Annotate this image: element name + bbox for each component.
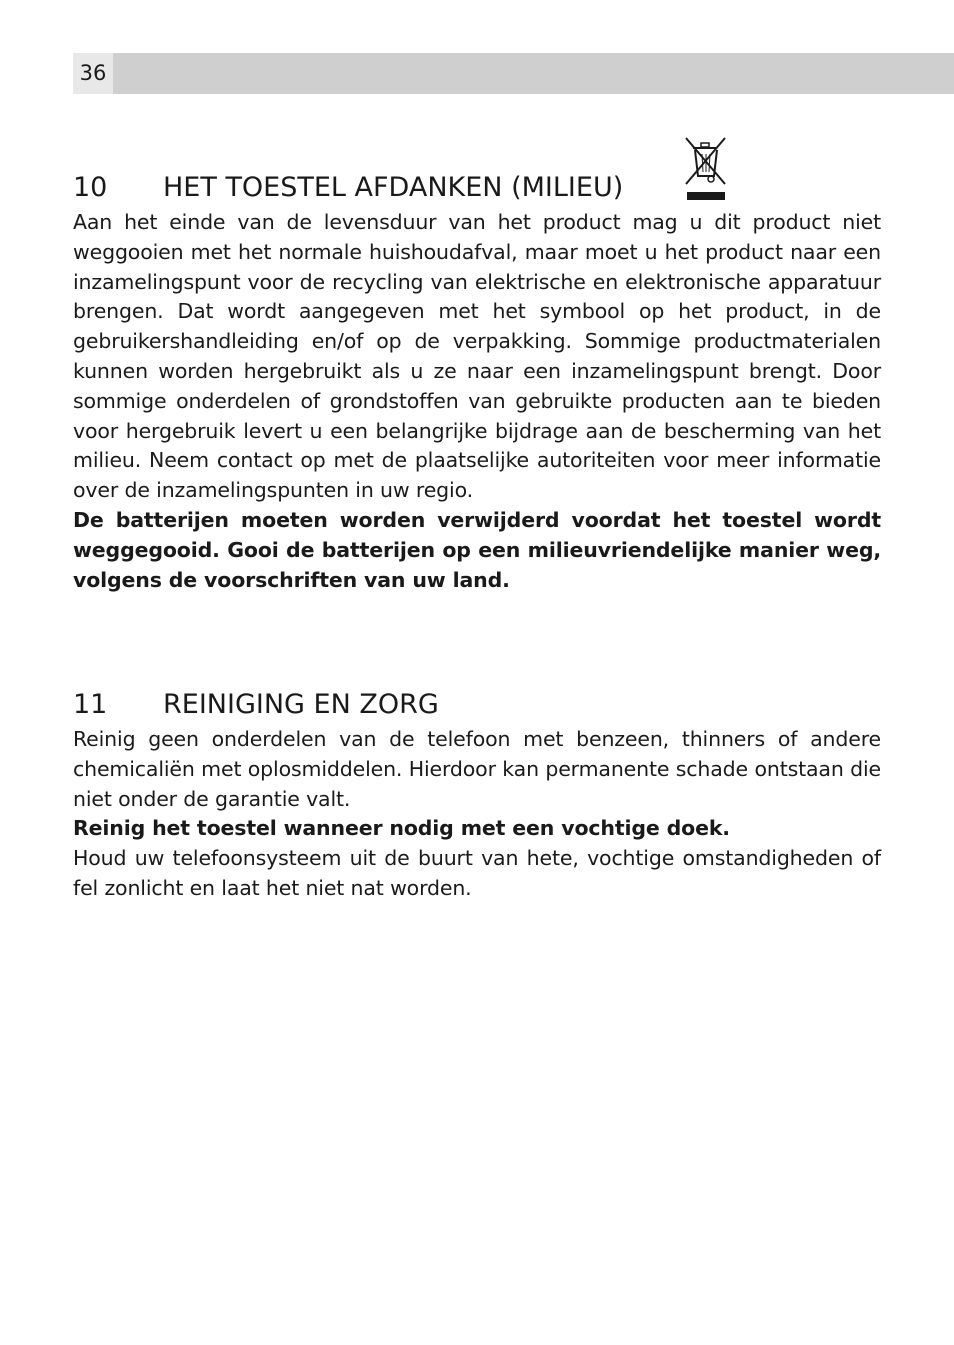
- disposal-paragraph: Aan het einde van de levensduur van het product mag u dit product niet weggooien met het normale huishoudafval, maar moet u het product naar een inzamelingspunt voor de recycling van elektrische en elektronische apparatuur brengen. Dat wordt aangegeven met het symbool op het product, in de gebruikershandleiding en/of op de verpakking. Sommige productmaterialen kunnen worden hergebruikt als u ze naar een inzamelingspunt brengt. Door sommige onderdelen of grondstoffen van gebruikte producten aan te bieden voor hergebruik levert u een belangrijke bijdrage aan de bescherming van het milieu. Neem contact op met de plaatselijke autoriteiten voor meer informatie over de inzamelingspunten in uw regio.: [73, 210, 881, 503]
- battery-warning: De batterijen moeten worden verwijderd voordat het toestel wordt weggegooid. Gooi de batterijen op een milieuvriendelijke manier weg, volgens de voorschriften van uw land.: [73, 507, 881, 592]
- section-disposal: [73, 168, 881, 595]
- cleaning-paragraph: Reinig geen onderdelen van de telefoon met benzeen, thinners of andere chemicaliën met oplosmiddelen. Hierdoor kan permanente schade ontstaan die niet onder de garantie valt.: [73, 727, 881, 811]
- section-number: 11: [73, 689, 108, 720]
- cleaning-instruction: Reinig het toestel wanneer nodig met een vochtige doek.: [73, 816, 730, 841]
- section-number: 10: [73, 172, 108, 203]
- section-title: REINIGING EN ZORG: [163, 689, 439, 720]
- care-paragraph: Houd uw telefoonsysteem uit de buurt van hete, vochtige omstandigheden of fel zonlicht en laat het niet nat worden.: [73, 846, 881, 900]
- page-header-bar: [73, 53, 954, 94]
- section-heading: [73, 168, 881, 208]
- crossed-out-wheelie-bin-icon: [683, 132, 729, 202]
- page-number: 36: [73, 53, 113, 94]
- section-heading: [73, 685, 881, 725]
- section-cleaning: [73, 685, 881, 904]
- section-title: HET TOESTEL AFDANKEN (MILIEU): [163, 172, 624, 203]
